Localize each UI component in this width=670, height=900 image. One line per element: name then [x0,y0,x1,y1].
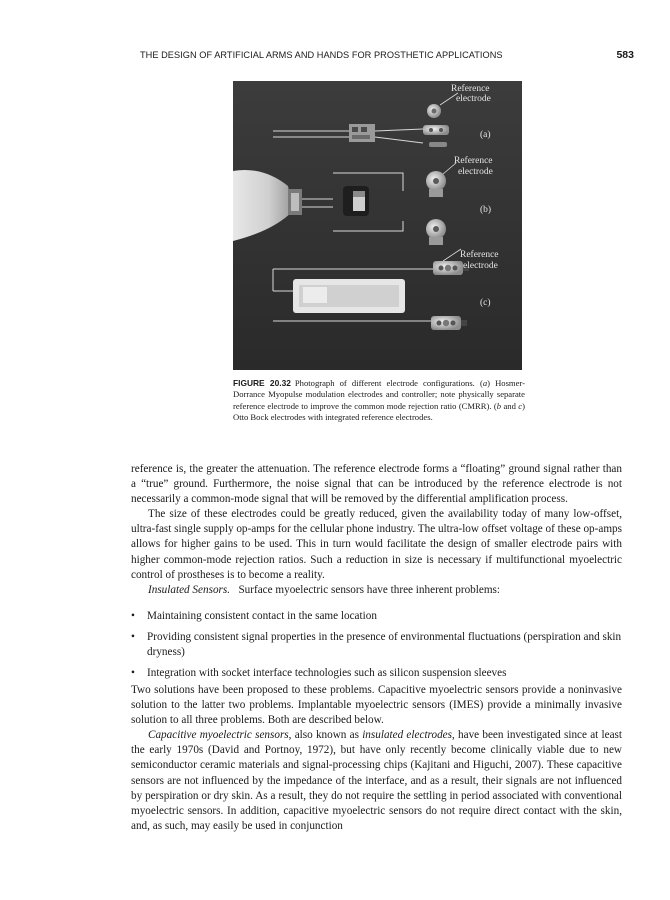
photo-label-ref-b-1: Reference [454,156,493,166]
list-item: • Integration with socket interface technologies such as silicon suspension sleeves [131,667,507,680]
body-lower [131,683,622,834]
photo-label-ref-c-2: electrode [463,261,498,271]
photo-label-panel-b: (b) [480,205,492,215]
body-upper [131,462,622,598]
paragraph: Two solutions have been proposed to these problems. Capacitive myoelectric sensors provide a noninvasive solution to the latter two problems. Implantable myoelectric sensors (IMES) provide a minimally invasive solution to all three problems. Both are described below. [131,684,622,727]
photo-label-ref-b-2: electrode [458,167,493,177]
running-title: THE DESIGN OF ARTIFICIAL ARMS AND HANDS FOR PROSTHETIC APPLICATIONS [140,50,503,60]
paragraph: The size of these electrodes could be greatly reduced, given the availability today of many low-offset, ultra-fast single supply op-amps for the cellular phone industry. The ultra-low offset voltage of these op-amps allows for higher gains to be used. This in turn would facilitate the design of smaller electrode pairs with higher common-mode rejection ratios. Such a reduction in size is necessary if multifunctional myoelectric control of prostheses is to become a reality. [131,508,622,581]
myopulse-controller [349,124,375,142]
photo-label-panel-c: (c) [480,298,491,308]
photo-label-panel-a: (a) [480,130,491,140]
photo-label-ref-a-1: Reference [451,84,490,94]
figure-label: FIGURE 20.32 [233,378,291,388]
paragraph: reference is, the greater the attenuation. The reference electrode forms a “floating” ground signal rather than a “true” ground. Furthermore, the noise signal that can be introduced by the reference electrode is not necessarily a common-mode signal that will be removed by the differential amplification process. [131,463,622,506]
section-heading: Insulated Sensors. [148,583,231,596]
running-head [140,49,634,61]
paragraph-insulated-sensors: Insulated Sensors. Surface myoelectric sensors have three inherent problems: [148,583,500,596]
photo-label-ref-a-2: electrode [456,94,491,104]
photo-label-ref-c-1: Reference [460,250,499,260]
paragraph-capacitive: Capacitive myoelectric sensors, also known as insulated electrodes, have been investigated since at least the early 1970s (David and Portnoy, 1972), but have only recently become clinically viable due to new semiconductor ceramic materials and signal-processing chips (Kajitani and Higuchi, 2007). These capacitive sensors are not influenced by the impedance of the interface, and as a result, their signals are not influenced by perspiration or dry skin. As a result, they do not require the settling in period associated with conventional myoelectric sensors. In addition, capacitive myoelectric sensors do not require direct contact with the skin, and, as such, may easily be used in conjunction [131,729,623,832]
list-item: • Maintaining consistent contact in the same location [131,610,377,622]
list-item: • Providing consistent signal properties in the presence of environmental fluctuations (perspiration and skin dryness) [131,631,622,659]
bullet-list [131,609,622,687]
page-number: 583 [616,49,634,61]
electrode-a [423,125,449,135]
figure-caption: FIGURE 20.32 Photograph of different electrode configurations. (a) Hosmer-Dorrance Myopulse modulation electrodes and controller; note physically separate reference electrode to improve the common mode rejection ratio (CMRR). (b and c) Otto Bock electrodes with integrated reference electrodes. [233,378,525,422]
figure-photograph [233,81,522,370]
